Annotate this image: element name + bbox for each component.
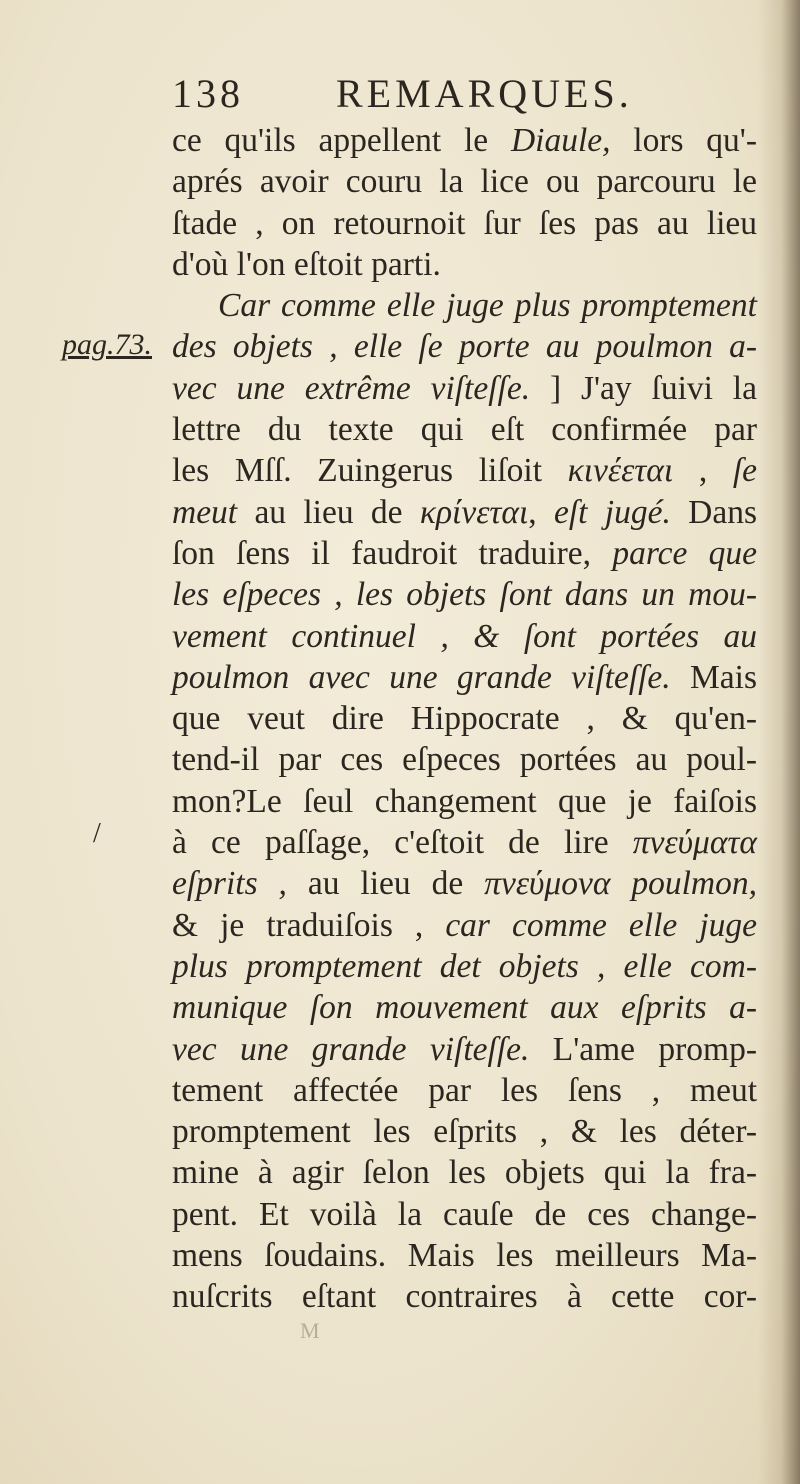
roman-text: ,	[673, 452, 733, 490]
text-line	[172, 657, 757, 698]
roman-text: ] J'ay ſuivi la	[530, 369, 757, 407]
italic-text: vec une extrême viſteſſe.	[172, 369, 531, 407]
text-line	[172, 905, 757, 946]
text-line	[172, 698, 757, 739]
text-line	[172, 1194, 757, 1235]
italic-text: les eſpeces , les objets ſont dans un mou-	[172, 576, 757, 614]
text-line	[172, 492, 757, 533]
running-header	[172, 70, 672, 120]
text-line	[172, 120, 757, 161]
italic-text: πνεύμονα	[484, 865, 611, 903]
italic-text: plus promptement det objets , elle com-	[172, 947, 757, 985]
roman-text: pent. Et voilà la cauſe de ces change-	[172, 1195, 757, 1233]
roman-text: mon?Le ſeul changement que je faiſois	[172, 782, 757, 820]
text-line	[172, 1276, 757, 1317]
roman-text: mens ſoudains. Mais les meilleurs Ma-	[172, 1237, 757, 1275]
text-line	[172, 203, 757, 244]
text-line	[172, 1111, 757, 1152]
page-number: 138	[172, 71, 244, 116]
italic-text: poulmon avec une grande viſteſſe.	[172, 658, 671, 696]
roman-text: promptement les eſprits , & les déter-	[172, 1113, 757, 1151]
italic-text: eſt jugé.	[553, 493, 671, 531]
italic-text: vement continuel , & ſont portées au	[172, 617, 757, 655]
italic-text: meut	[172, 493, 238, 531]
italic-text: eſprits ,	[172, 865, 287, 903]
italic-text: ſe	[732, 452, 758, 490]
roman-text: lors qu'-	[610, 122, 757, 159]
text-line	[172, 450, 757, 491]
text-line	[172, 863, 757, 904]
roman-text: nuſcrits eſtant contraires à cette cor-	[172, 1278, 757, 1316]
roman-text: aprés avoir couru la lice ou parcouru le	[172, 163, 757, 201]
roman-text: Dans	[670, 493, 757, 531]
margin-page-reference: pag.73.	[62, 328, 152, 361]
roman-text: au lieu de	[237, 493, 420, 531]
text-line	[172, 326, 757, 367]
roman-text: à ce paſſage, c'eſtoit de lire	[172, 824, 633, 862]
roman-text: les Mſſ. Zuingerus liſoit	[172, 452, 568, 490]
italic-text: κινέεται	[567, 452, 674, 490]
roman-text	[610, 865, 631, 902]
italic-text: Car comme elle juge plus promptement	[218, 287, 757, 325]
roman-text: que veut dire Hippocrate , & qu'en-	[172, 700, 757, 738]
text-line	[172, 1029, 757, 1070]
roman-text: au lieu de	[286, 865, 485, 903]
text-line	[172, 946, 757, 987]
body-text	[172, 120, 757, 1318]
signature-mark: M	[300, 1318, 320, 1343]
running-title: REMARQUES.	[336, 71, 633, 116]
italic-text: Diaule,	[510, 122, 611, 159]
text-line	[172, 1152, 757, 1193]
roman-text: & je traduiſois ,	[172, 906, 446, 944]
margin-mark: /	[93, 818, 101, 849]
text-line	[172, 368, 757, 409]
roman-text: L'ame promp-	[529, 1030, 757, 1068]
roman-text: Mais	[670, 658, 758, 696]
text-line	[172, 739, 757, 780]
text-line	[172, 409, 757, 450]
italic-text: κρίνεται	[419, 493, 529, 531]
text-line	[172, 781, 757, 822]
italic-text: poulmon,	[631, 865, 757, 903]
roman-text: mine à agir ſelon les objets qui la fra-	[172, 1154, 757, 1192]
italic-text: πνεύματα	[632, 824, 757, 862]
text-line	[172, 1235, 757, 1276]
roman-text: lettre du texte qui eſt confirmée par	[172, 411, 757, 449]
italic-text: car comme elle juge	[445, 906, 757, 944]
text-line	[172, 987, 757, 1028]
text-line	[172, 533, 757, 574]
text-line	[172, 161, 757, 202]
text-line	[172, 1070, 757, 1111]
page-gutter-shadow	[758, 0, 800, 1484]
text-line	[172, 574, 757, 615]
roman-text: ce qu'ils appellent le	[172, 122, 511, 159]
text-line	[172, 285, 757, 326]
roman-text: ſon ſens il faudroit traduire,	[172, 534, 613, 572]
text-line	[172, 822, 757, 863]
text-line	[172, 244, 757, 285]
italic-text: munique ſon mouvement aux eſprits a-	[172, 989, 757, 1027]
roman-text: tement affectée par les ſens , meut	[172, 1071, 757, 1109]
roman-text: tend-il par ces eſpeces portées au poul-	[172, 741, 757, 779]
italic-text: des objets , elle ſe porte au poulmon a-	[172, 328, 757, 366]
roman-text: ,	[528, 493, 554, 531]
italic-text: vec une grande viſteſſe.	[172, 1030, 530, 1068]
italic-text: parce que	[612, 534, 757, 572]
roman-text: d'où l'on eſtoit parti.	[172, 245, 441, 283]
roman-text: ſtade , on retournoit ſur ſes pas au lieu	[172, 204, 757, 242]
text-line	[172, 616, 757, 657]
